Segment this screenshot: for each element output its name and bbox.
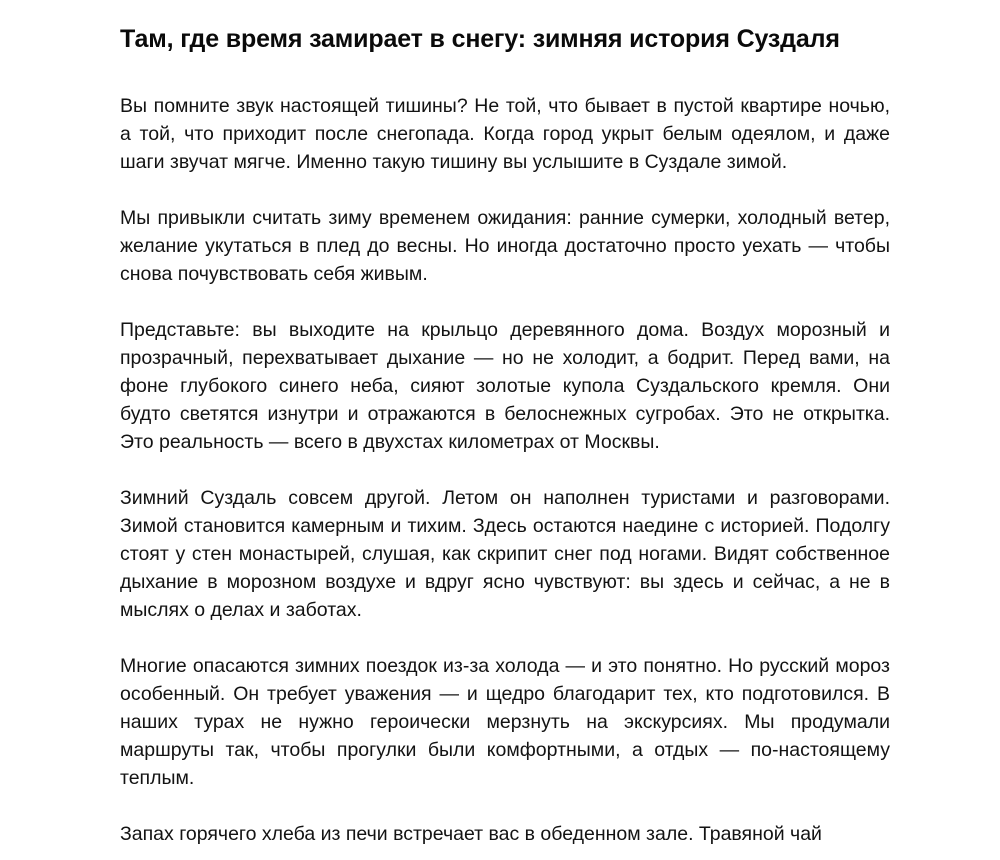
paragraph: Представьте: вы выходите на крыльцо деревянного дома. Воздух морозный и прозрачный, перехватывает дыхание — но не холодит, а бодрит. Перед вами, на фоне глубокого синего неба, сияют золотые купола Суздальского кремля. Они будто светятся изнутри и отражаются в белоснежных сугробах. Это не открытка. Это реальность — всего в двухстах километрах от Москвы. bbox=[120, 319, 890, 453]
page-title: Там, где время замирает в снегу: зимняя история Суздаля bbox=[120, 25, 840, 53]
paragraph: Зимний Суздаль совсем другой. Летом он наполнен туристами и разговорами. Зимой становится камерным и тихим. Здесь остаются наедине с историей. Подолгу стоят у стен монастырей, слушая, как скрипит снег под ногами. Видят собственное дыхание в морозном воздухе и вдруг ясно чувствуют: вы здесь и сейчас, а не в мыслях о делах и заботах. bbox=[120, 487, 890, 621]
paragraph: Вы помните звук настоящей тишины? Не той, что бывает в пустой квартире ночью, а той, что приходит после снегопада. Когда город укрыт белым одеялом, и даже шаги звучат мягче. Именно такую тишину вы услышите в Суздале зимой. bbox=[120, 95, 890, 173]
paragraph: Мы привыкли считать зиму временем ожидания: ранние сумерки, холодный ветер, желание укутаться в плед до весны. Но иногда достаточно просто уехать — чтобы снова почувствовать себя живым. bbox=[120, 207, 890, 285]
article-body bbox=[120, 92, 890, 848]
paragraph: Многие опасаются зимних поездок из-за холода — и это понятно. Но русский мороз особенный. Он требует уважения — и щедро благодарит тех, кто подготовился. В наших турах не нужно героически мерзнуть на экскурсиях. Мы продумали маршруты так, чтобы прогулки были комфортными, а отдых — по-настоящему теплым. bbox=[120, 655, 890, 789]
paragraph: Запах горячего хлеба из печи встречает вас в обеденном зале. Травяной чай bbox=[120, 823, 822, 845]
document-content bbox=[120, 0, 890, 848]
